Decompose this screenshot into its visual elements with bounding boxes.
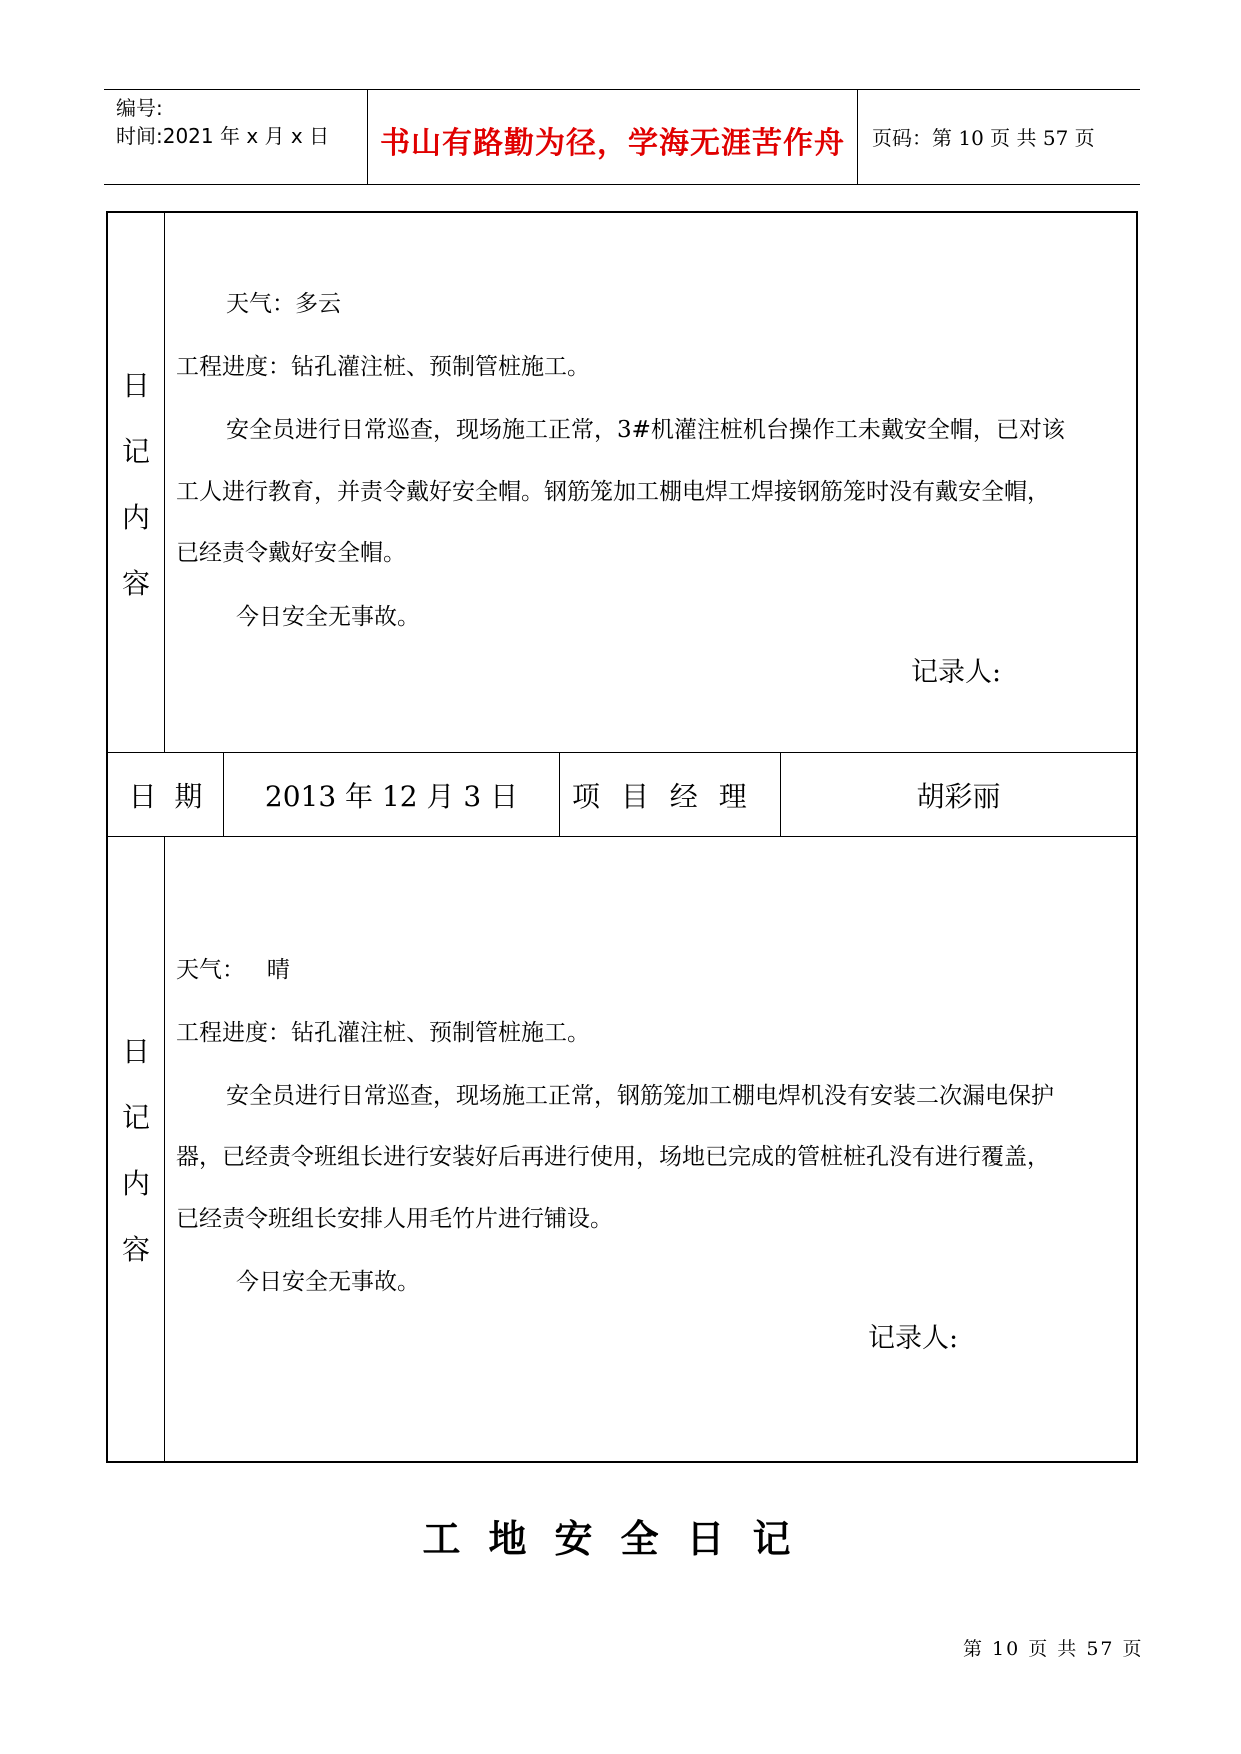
diary-body-line: 已经责令班组长安排人用毛竹片进行铺设。 [176, 1206, 613, 1232]
manager-value: 胡彩丽 [916, 779, 1001, 813]
diary-body-line: 已经责令戴好安全帽。 [176, 540, 406, 566]
progress-text: 工程进度：钻孔灌注桩、预制管桩施工。 [176, 354, 590, 380]
page-footer: 第 10 页 共 57 页 [963, 1638, 1144, 1660]
weather-text: 天气： 晴 [176, 957, 290, 983]
diary-content-label: 日 记 内 容 [121, 1035, 150, 1266]
page-header [104, 89, 1140, 185]
diary-body-line: 安全员进行日常巡查，现场施工正常，3#机灌注桩机台操作工未戴安全帽，已对该 [226, 417, 1065, 443]
header-page-info: 页码：第 10 页 共 57 页 [872, 126, 1095, 150]
diary-content-label: 日 记 内 容 [121, 369, 150, 600]
progress-text: 工程进度：钻孔灌注桩、预制管桩施工。 [176, 1020, 590, 1046]
time-label: 时间:2021 年 x 月 x 日 [116, 124, 330, 148]
diary-body-line: 工人进行教育，并责令戴好安全帽。钢筋笼加工棚电焊工焊接钢筋笼时没有戴安全帽， [176, 479, 1050, 505]
date-label: 日 期 [128, 779, 203, 813]
row-divider [108, 836, 1136, 837]
serial-label: 编号: [116, 96, 163, 120]
diary-table [106, 211, 1138, 1463]
document-title: 工地安全日记 [422, 1517, 819, 1561]
diary-body-line: 器，已经责令班组长进行安装好后再进行使用，场地已完成的管桩桩孔没有进行覆盖， [176, 1144, 1050, 1170]
column-divider [164, 213, 165, 752]
diary-body-line: 安全员进行日常巡查，现场施工正常，钢筋笼加工棚电焊机没有安装二次漏电保护 [226, 1083, 1054, 1109]
weather-text: 天气：多云 [226, 291, 341, 317]
header-meta [116, 94, 329, 150]
header-motto: 书山有路勤为径，学海无涯苦作舟 [380, 126, 845, 161]
recorder-label: 记录人: [868, 1323, 959, 1354]
recorder-label: 记录人: [911, 657, 1002, 688]
column-divider [164, 836, 165, 1461]
no-accident-text: 今日安全无事故。 [236, 604, 420, 630]
manager-label: 项 目 经 理 [572, 779, 753, 813]
date-value: 2013 年 12 月 3 日 [264, 779, 519, 813]
no-accident-text: 今日安全无事故。 [236, 1269, 420, 1295]
header-divider [857, 90, 858, 184]
